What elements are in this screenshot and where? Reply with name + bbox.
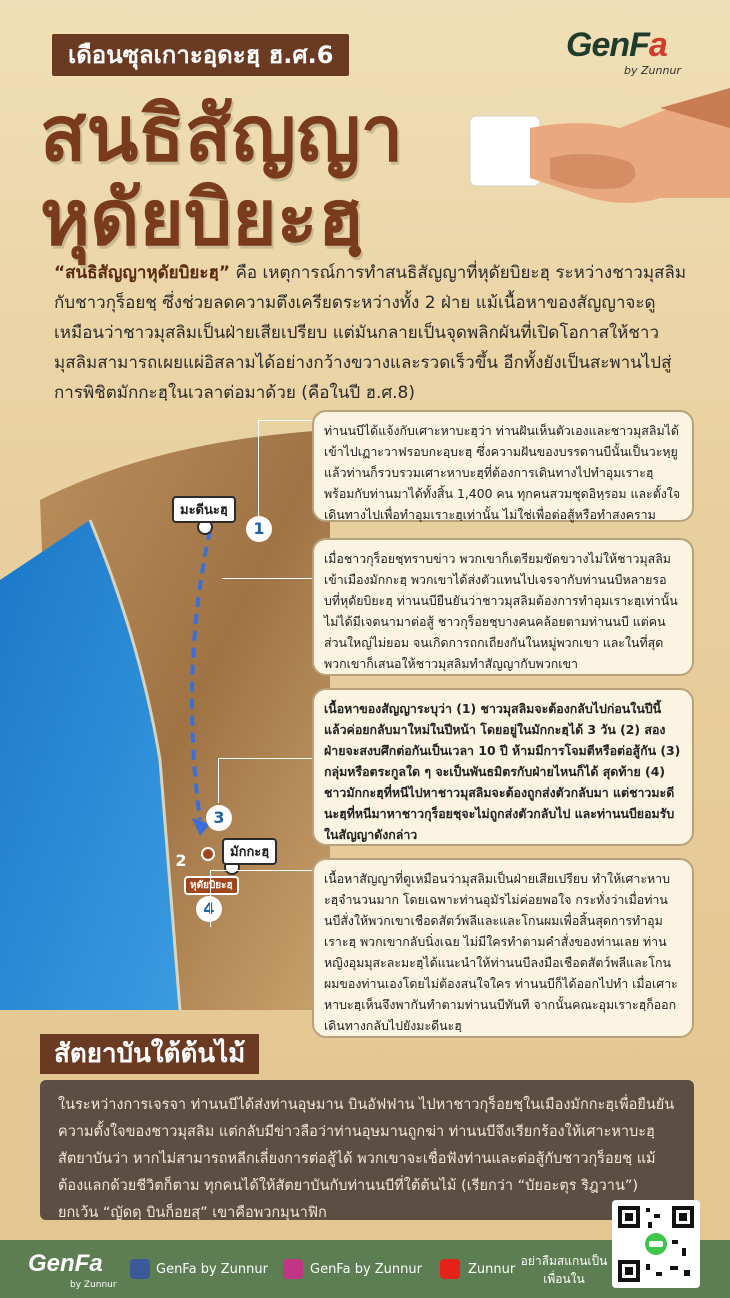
connector-3 [218,758,313,803]
instagram-link[interactable]: GenFa by Zunnur [310,1262,422,1277]
instagram-icon[interactable] [283,1259,303,1279]
qr-pattern-icon [612,1200,700,1288]
step-number-3: 3 [206,805,232,831]
makkah-label: มักกะฮฺ [222,838,277,865]
hudaybiyah-label: หุดัยบิยะฮฺ [184,876,239,895]
line-note: อย่าลืมสแกนเป็นเพื่อนใน [520,1254,608,1286]
logo-text: GenFa [566,26,667,64]
footer-logo: GenFa [28,1250,103,1277]
logo-sub: by Zunnur [624,64,681,77]
intro-lead: “สนธิสัญญาหุดัยบิยะฮฺ” [54,263,231,283]
title-line-1: สนธิสัญญา [40,89,404,178]
genfa-logo [566,26,696,80]
madinah-label: มะดีนะฮฺ [172,496,236,523]
info-box-3: เนื้อหาของสัญญาระบุว่า (1) ชาวมุสลิมจะต้องกลับไปก่อนในปีนี้ แล้วค่อยกลับมาใหม่ในปีหน้า โดยอยู่ในมักกะฮฺได้ 3 วัน (2) สองฝ่ายจะสงบศึกต่อกันเป็นเวลา 10 ปี ห้ามมีการโจมตีหรือต่อสู้กัน (3) กลุ่มหรือตระกูลใด ๆ จะเป็นพันธมิตรกับฝ่ายไหนก็ได้ สุดท้าย (4) ชาวมักกะฮฺที่หนีไปหาชาวมุสลิมจะต้องถูกส่งตัวกลับมา แต่ชาวมะดีนะฮฺที่หนีมาหาชาวกุร็อยชฺจะไม่ถูกส่งตัวกลับไป และท่านนบียอมรับในสัญญาดังกล่าว [312,688,694,846]
info-box-4: เนื้อหาสัญญาที่ดูเหมือนว่ามุสลิมเป็นฝ่ายเสียเปรียบ ทำให้เศาะหาบะฮฺจำนวนมาก โดยเฉพาะท่านอุมัรไม่ค่อยพอใจ กระทั่งว่าเมื่อท่านนบีสั่งให้พวกเขาเชือดสัตว์พลีและและโกนผมเพื่อสิ้นสุดการทำอุมเราะฮฺ พวกเขากลับนิ่งเฉย ไม่มีใครทำตามคำสั่งของท่านเลย ท่านหญิงอุมมุสะละมะฮฺได้แนะนำให้ท่านนบีลงมือเชือดสัตว์พลีและโกนผมของท่านเองโดยไม่ต้องสนใจใคร ท่านนบีก็ได้ออกไปทำ เมื่อเศาะหาบะฮฺเห็นจึงพากันทำตามท่านนบีทันที จากนั้นคณะอุมเราะฮฺก็ออกเดินทางกลับไปยังมะดีนะฮฺ [312,858,694,1038]
oath-paragraph: ในระหว่างการเจรจา ท่านนบีได้ส่งท่านอุษมาน บินอัฟฟาน ไปหาชาวกุร็อยชฺในเมืองมักกะฮฺเพื่อยืนยันความตั้งใจของชาวมุสลิม แต่กลับมีข่าวลือว่าท่านอุษมานถูกฆ่า ท่านนบีจึงเรียกร้องให้เศาะหาบะฮฺสัตยาบันว่า หากไม่สามารถหลีกเลี่ยงการต่อสู้ได้ พวกเขาจะเชื่อฟังท่านและต่อสู้กับชาวกุร็อยชฺ แม้ต้องแลกด้วยชีวิตก็ตาม ทุกคนได้ให้สัตยาบันกับท่านนบีที่ใต้ต้นไม้ (เรียกว่า “บัยอะตุร ริฎวาน”) ยกเว้น “ญัดดฺ บินก็อยสฺ” เขาคือพวกมุนาฟิก [40,1080,694,1220]
info-box-2: เมื่อชาวกุร็อยชฺทราบข่าว พวกเขาก็เตรียมขัดขวางไม่ให้ชาวมุสลิมเข้าเมืองมักกะฮฺ พวกเขาได้ส่งตัวแทนไปเจรจากับท่านนบีหลายรอบที่หุดัยบิยะฮฺ ท่านนบียืนยันว่าชาวมุสลิมต้องการทำอุมเราะฮฺเท่านั้น ไม่ได้มีเจตนามาต่อสู้ ชาวกุร็อยชฺบางคนคล้อยตามท่านนบี แต่คนส่วนใหญ่ไม่ยอม จนเกิดการถกเถียงกันในหมู่พวกเขา และในที่สุดพวกเขาก็เสนอให้ชาวมุสลิมทำสัญญากับพวกเขา [312,538,694,676]
page-title [40,89,404,262]
connector-2 [222,578,312,579]
youtube-link[interactable]: Zunnur [468,1262,516,1277]
footer-logo-sub: by Zunnur [70,1280,117,1290]
youtube-icon[interactable] [440,1259,460,1279]
facebook-link[interactable]: GenFa by Zunnur [156,1262,268,1277]
intro-paragraph [54,258,694,408]
step-number-2: 2 [175,851,187,870]
qr-code[interactable] [612,1200,700,1288]
connector-1 [258,420,313,517]
intro-text: คือ เหตุการณ์การทำสนธิสัญญาที่หุดัยบิยะฮฺ ระหว่างชาวมุสลิมกับชาวกุร็อยชฺ ซึ่งช่วยลดความตึงเครียดระหว่างทั้ง 2 ฝ่าย แม้เนื้อหาของสัญญาจะดูเหมือนว่าชาวมุสลิมเป็นฝ่ายเสียเปรียบ แต่มันกลายเป็นจุดพลิกผันที่เปิดโอกาสให้ชาวมุสลิมสามารถเผยแผ่อิสลามได้อย่างกว้างขวางและรวดเร็วขึ้น อีกทั้งยังเป็นสะพานไปสู่การพิชิตมักกะฮฺในเวลาต่อมาด้วย (คือในปี ฮ.ศ.8) [54,263,687,403]
handshake-illustration [430,88,730,218]
oath-heading: สัตยาบันใต้ต้นไม้ [40,1034,259,1074]
info-box-1: ท่านนบีได้แจ้งกับเศาะหาบะฮฺว่า ท่านฝันเห็นตัวเองและชาวมุสลิมได้เข้าไปเฏาะวาฟรอบกะอฺบะฮฺ ซึ่งความฝันของบรรดานบีนั้นเป็นวะหฺยู แล้วท่านก็รวบรวมเศาะหาบะฮฺที่ต้องการเดินทางไปทำอุมเราะฮฺพร้อมกับท่านมาได้ทั้งสิ้น 1,400 คน ทุกคนสวมชุดอิหฺรอม และตั้งใจเดินทางไปเพื่อทำอุมเราะฮฺเท่านั้น ไม่ใช่เพื่อต่อสู้หรือทำสงคราม [312,410,694,522]
connector-4 [210,870,313,927]
month-tag: เดือนซุลเกาะอฺดะฮฺ ฮ.ศ.6 [52,34,349,76]
step-number-1: 1 [246,516,272,542]
facebook-icon[interactable] [130,1259,150,1279]
step-number-4: 4 [196,896,222,922]
title-line-2: หุดัยบิยะฮฺ [40,173,364,262]
